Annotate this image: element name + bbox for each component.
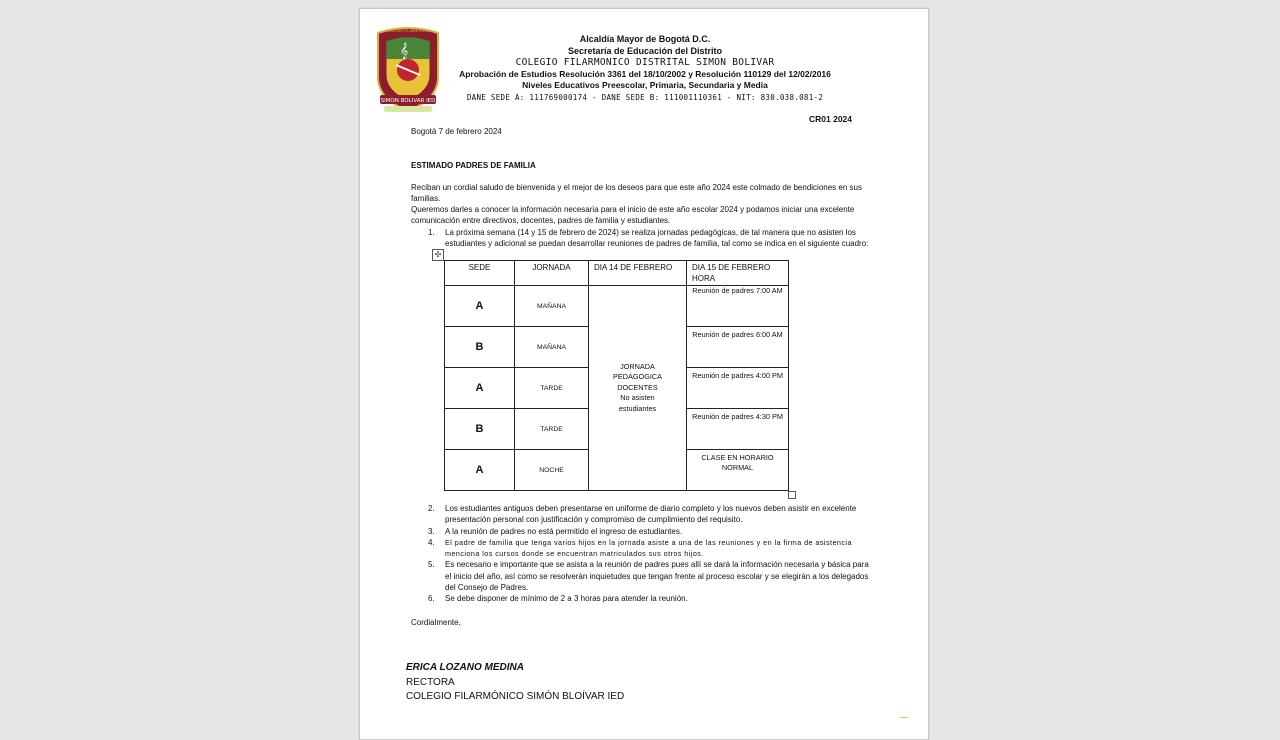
col-header-dia15: DIA 15 DE FEBRERO HORA (687, 261, 789, 286)
table-resize-handle[interactable] (788, 491, 796, 499)
table-header-row (445, 261, 789, 286)
cell-dia15: CLASE EN HORARIO NORMAL (687, 450, 789, 491)
logo-banner-text: SIMON BOLIVAR IED (380, 98, 436, 104)
list-item-1-text: La próxima semana (14 y 15 de febrero de 2024) se realiza jornadas pedagógicas, de tal manera que no asisten los estudiantes y adicional se puedan desarrollar reuniones de padres de familia, tal como se indica en el siguiente cuadro: (445, 228, 869, 249)
header-approval: Aprobación de Estudios Resolución 3361 del 18/10/2002 y Resolución 110129 del 12/02/2016 (459, 68, 831, 79)
document-code: CR01 2024 (809, 114, 853, 124)
header-block (420, 34, 870, 103)
svg-text:COLEGIO FILARMONICO: COLEGIO FILARMONICO (386, 29, 430, 33)
col-header-sede: SEDE (445, 261, 515, 286)
cell-dia14-merged (589, 286, 687, 491)
list-item-number: 4. (428, 537, 435, 547)
cell-sede: A (445, 286, 515, 327)
cell-sede: B (445, 409, 515, 450)
dia14-line: PEDAGOGICA (612, 372, 663, 382)
dia14-line: No asisten (620, 393, 655, 403)
table-row (445, 286, 789, 327)
letter-paragraph-2: Queremos darles a conocer la información necesaria para el inicio de este año escolar 2024 y podamos iniciar una excelente comunicación entre directivos, docentes, padres de familia y estudiantes. (411, 205, 855, 226)
header-school-name: COLEGIO FILARMONICO DISTRITAL SIMON BOLIVAR (515, 57, 775, 68)
list-item-number: 2. (428, 504, 435, 513)
cell-sede: A (445, 368, 515, 409)
letter-date: Bogotá 7 de febrero 2024 (411, 127, 502, 136)
list-item (411, 503, 877, 526)
cell-sede: B (445, 327, 515, 368)
list-item-text: El padre de familia que tenga varios hijos en la jornada asiste a una de las reuniones y en la firma de asistencia menciona los cursos donde se encuentran matriculados sus otros hijos. (445, 537, 852, 559)
col-header-dia14: DIA 14 DE FEBRERO (589, 261, 687, 286)
list-item (411, 593, 877, 604)
list-item-number: 6. (428, 594, 435, 604)
list-item (411, 559, 877, 593)
cell-jornada: MAÑANA (515, 286, 589, 327)
list-item-text: A la reunión de padres no está permitido el ingreso de estudiantes. (445, 526, 683, 536)
cell-dia15: Reunión de padres 4:30 PM (687, 409, 789, 450)
header-line-1: Alcaldía Mayor de Bogotá D.C. (579, 34, 711, 44)
list-item-1: 1. La próxima semana (14 y 15 de febrero de 2024) se realiza jornadas pedagógicas, de tal manera que no asisten los estudiantes y adicional se puedan desarrollar reuniones de padres de familia, tal como se indica en el siguiente cuadro: (428, 228, 869, 249)
list-item (411, 526, 877, 537)
cell-jornada: NOCHE (515, 450, 589, 491)
cell-dia15: Reunión de padres 4:00 PM (687, 368, 789, 409)
list-item-text: Es necesario e importante que se asista a la reunión de padres pues allí se dará la información necesaria y básica para el inicio del año, así como se resolverán inquietudes que tengan frente al proceso escolar y se elegirán a los delegados del Consejo de Padres. (445, 560, 869, 593)
cell-dia15: Reunión de padres 7:00 AM (687, 286, 789, 327)
schedule-table (444, 260, 789, 491)
list-item-text: Se debe disponer de mínimo de 2 a 3 horas para atender la reunión. (445, 594, 688, 604)
letter-paragraph-1: Reciban un cordial saludo de bienvenida y el mejor de los deseos para que este año 2024 este colmado de bendiciones en sus familias. (411, 183, 862, 204)
col-header-jornada: JORNADA (515, 261, 589, 286)
signature-role: RECTORA (406, 677, 455, 688)
dia14-line: JORNADA (620, 361, 655, 371)
table-move-handle[interactable]: ✣ (432, 249, 444, 261)
header-levels: Niveles Educativos Preescolar, Primaria, Secundaria y Media (522, 80, 768, 90)
cell-sede: A (445, 450, 515, 491)
cell-jornada: MAÑANA (515, 327, 589, 368)
list-item-number: 5. (428, 560, 435, 570)
letter-salutation: ESTIMADO PADRES DE FAMILIA (411, 161, 536, 170)
list-item (411, 537, 877, 560)
svg-text:𝄞: 𝄞 (400, 43, 409, 59)
list-item-number: 3. (428, 526, 435, 536)
header-dane: DANE SEDE A: 111769000174 - DANE SEDE B: 111001110361 - NIT: 830.038.081-2 (466, 92, 824, 102)
signature-school: COLEGIO FILARMÓNICO SIMÓN BLOÍVAR IED (406, 691, 625, 702)
header-line-2: Secretaría de Educación del Distrito (567, 45, 723, 56)
cell-dia15: Reunión de padres 6:00 AM (687, 327, 789, 368)
document-page (359, 8, 929, 740)
signature-name: ERICA LOZANO MEDINA (406, 662, 524, 673)
letter-closing: Cordialmente, (411, 618, 461, 627)
cell-jornada: TARDE (515, 368, 589, 409)
dia14-line: estudiantes (618, 403, 657, 413)
numbered-list (411, 503, 877, 605)
list-item-text: Los estudiantes antiguos deben presentarse en uniforme de diario completo y los nuevos deben asistir en excelente presentación personal con justificación y compromiso de cumplimiento del requisito. (445, 504, 857, 525)
dia14-line: DOCENTES (617, 382, 658, 392)
cell-jornada: TARDE (515, 409, 589, 450)
